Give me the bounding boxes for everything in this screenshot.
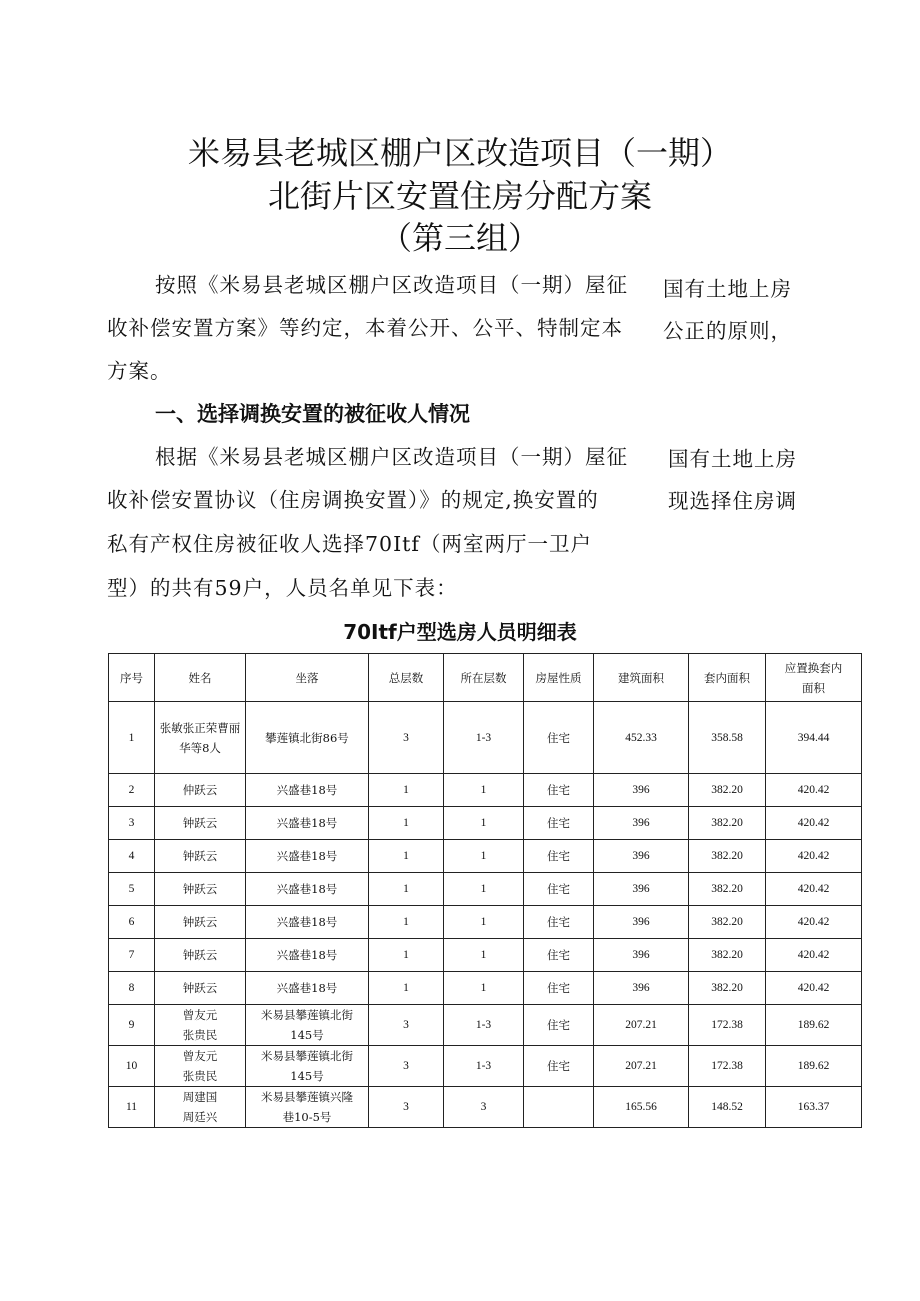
document-title-line1: 米易县老城区棚户区改造项目（一期） [187, 134, 732, 172]
cell-location-text: 兴盛巷18号 [276, 849, 338, 863]
cell-total-floors-text: 1 [403, 850, 409, 862]
cell-name [155, 774, 246, 807]
cell-building-area-text: 396 [632, 949, 650, 961]
cell-building-area-text: 396 [632, 982, 650, 994]
paragraph1-line2-side: 公正的原则， [663, 319, 792, 343]
cell-seq-text: 4 [128, 850, 135, 862]
cell-name-text: 钟跃云 [182, 948, 218, 962]
cell-location [246, 939, 369, 972]
cell-inner-area-text: 382.20 [711, 817, 743, 829]
cell-inner-area [689, 807, 766, 840]
resident-table [108, 653, 862, 1128]
cell-nature-text: 住宅 [547, 981, 570, 995]
cell-name-text: 钟跃云 [182, 981, 218, 995]
cell-total-floors [369, 873, 444, 906]
cell-total-floors [369, 906, 444, 939]
paragraph1-line1: 按照《米易县老城区棚户区改造项目（一期）屋征 [155, 273, 628, 297]
cell-floor-text: 1 [480, 982, 487, 994]
table-row [109, 774, 862, 807]
cell-building-area [594, 972, 689, 1005]
cell-inner-area [689, 972, 766, 1005]
section-heading: 一、选择调换安置的被征收人情况 [155, 402, 470, 426]
cell-name-line2: 张贵民 [182, 1028, 218, 1042]
cell-floor-text: 1 [480, 916, 487, 928]
cell-seq [109, 873, 155, 906]
table-row [109, 906, 862, 939]
cell-name-line1: 曾友元 [182, 1049, 218, 1063]
cell-building-area [594, 807, 689, 840]
cell-floor-text: 1-3 [475, 1060, 492, 1072]
cell-exchange-area [766, 906, 862, 939]
table-row [109, 807, 862, 840]
cell-location-text: 兴盛巷18号 [276, 948, 338, 962]
cell-building-area-text: 396 [632, 784, 650, 796]
cell-building-area [594, 939, 689, 972]
cell-nature-text: 住宅 [547, 882, 570, 896]
cell-building-area [594, 840, 689, 873]
cell-floor [444, 1087, 524, 1128]
cell-name [155, 807, 246, 840]
cell-building-area-text: 396 [632, 850, 650, 862]
cell-exchange-area [766, 807, 862, 840]
cell-building-area-text: 396 [632, 883, 650, 895]
table-row [109, 1087, 862, 1128]
cell-exchange-area [766, 1005, 862, 1046]
cell-floor [444, 840, 524, 873]
cell-building-area-text: 396 [632, 817, 650, 829]
table-row [109, 1005, 862, 1046]
paragraph1-line2: 收补偿安置方案》等约定，本着公开、公平、特制定本 [107, 316, 623, 340]
cell-total-floors-text: 3 [403, 1101, 409, 1113]
cell-seq-text: 10 [125, 1060, 138, 1072]
cell-nature [524, 873, 594, 906]
cell-name [155, 972, 246, 1005]
cell-seq-text: 6 [128, 916, 135, 928]
cell-exchange-area-text: 420.42 [797, 916, 830, 928]
cell-exchange-area-text: 189.62 [797, 1019, 830, 1031]
cell-location-line1: 米易县攀莲镇北街 [261, 1049, 353, 1063]
table-row [109, 702, 862, 774]
cell-floor-text: 1-3 [475, 731, 492, 744]
cell-total-floors [369, 807, 444, 840]
cell-seq [109, 906, 155, 939]
cell-total-floors [369, 1005, 444, 1046]
cell-building-area [594, 774, 689, 807]
header-seq: 序号 [109, 654, 155, 702]
cell-floor-text: 1 [480, 784, 487, 796]
cell-inner-area [689, 939, 766, 972]
cell-nature-text: 住宅 [547, 1018, 570, 1032]
cell-name [155, 702, 246, 774]
cell-building-area [594, 1046, 689, 1087]
cell-seq-text: 9 [128, 1019, 135, 1031]
cell-seq-text: 8 [128, 982, 135, 994]
cell-nature [524, 972, 594, 1005]
cell-exchange-area [766, 873, 862, 906]
cell-inner-area [689, 906, 766, 939]
cell-exchange-area [766, 972, 862, 1005]
cell-floor [444, 807, 524, 840]
cell-inner-area [689, 1005, 766, 1046]
cell-location [246, 807, 369, 840]
cell-inner-area-text: 358.58 [711, 731, 743, 744]
cell-location [246, 906, 369, 939]
cell-total-floors [369, 1046, 444, 1087]
cell-location-line2: 145号 [290, 1028, 324, 1042]
cell-nature [524, 939, 594, 972]
cell-floor-text: 1 [480, 817, 487, 829]
paragraph2-line1: 根据《米易县老城区棚户区改造项目（一期）屋征 [155, 445, 628, 469]
cell-inner-area-text: 382.20 [711, 850, 743, 862]
cell-floor [444, 873, 524, 906]
cell-total-floors-text: 3 [403, 1060, 409, 1072]
cell-nature-text: 住宅 [547, 816, 570, 830]
cell-exchange-area [766, 840, 862, 873]
paragraph1-line3: 方案。 [107, 359, 172, 383]
cell-exchange-area-text: 163.37 [797, 1101, 830, 1113]
cell-building-area-text: 396 [632, 916, 650, 928]
header-building-area: 建筑面积 [594, 654, 689, 702]
table-row [109, 840, 862, 873]
cell-seq-text: 1 [128, 731, 135, 744]
cell-exchange-area-text: 420.42 [797, 949, 830, 961]
cell-name-line1: 张敏张正荣曹丽 [159, 720, 241, 735]
cell-inner-area-text: 382.20 [711, 883, 743, 895]
table-row [109, 939, 862, 972]
cell-inner-area [689, 873, 766, 906]
cell-building-area [594, 1087, 689, 1128]
cell-nature-text: 住宅 [547, 730, 570, 745]
cell-location-text: 兴盛巷18号 [276, 981, 338, 995]
cell-location-text: 兴盛巷18号 [276, 816, 338, 830]
cell-seq [109, 807, 155, 840]
cell-floor-text: 1 [480, 850, 487, 862]
cell-inner-area-text: 148.52 [711, 1101, 743, 1113]
cell-exchange-area [766, 702, 862, 774]
header-floor: 所在层数 [444, 654, 524, 702]
cell-seq-text: 5 [128, 883, 135, 895]
cell-location [246, 840, 369, 873]
cell-building-area-text: 165.56 [625, 1101, 657, 1113]
table-row [109, 972, 862, 1005]
cell-floor [444, 702, 524, 774]
cell-location [246, 1046, 369, 1087]
cell-floor [444, 1046, 524, 1087]
cell-seq [109, 702, 155, 774]
cell-name [155, 1087, 246, 1128]
cell-exchange-area-text: 420.42 [797, 784, 830, 796]
cell-total-floors-text: 3 [403, 1019, 409, 1031]
cell-nature [524, 807, 594, 840]
cell-inner-area [689, 840, 766, 873]
cell-nature-text: 住宅 [547, 948, 570, 962]
cell-inner-area-text: 382.20 [711, 916, 743, 928]
cell-inner-area-text: 172.38 [711, 1019, 743, 1031]
header-total-floors: 总层数 [369, 654, 444, 702]
cell-name-line2: 周廷兴 [182, 1110, 218, 1124]
cell-total-floors [369, 972, 444, 1005]
paragraph2-line1-side: 国有土地上房 [668, 447, 797, 471]
cell-inner-area-text: 172.38 [711, 1060, 743, 1072]
header-exchange-area-line1: 应置换套内 [784, 660, 843, 675]
cell-name-line1: 周建国 [182, 1090, 218, 1104]
cell-exchange-area [766, 939, 862, 972]
cell-location [246, 873, 369, 906]
header-inner-area: 套内面积 [689, 654, 766, 702]
cell-location [246, 1005, 369, 1046]
cell-total-floors [369, 939, 444, 972]
cell-name [155, 1005, 246, 1046]
cell-location [246, 702, 369, 774]
table-row [109, 873, 862, 906]
paragraph2-line3: 私有产权住房被征收人选择70Itf（两室两厅一卫户 [107, 532, 593, 556]
cell-floor-text: 1 [480, 883, 487, 895]
cell-exchange-area-text: 189.62 [797, 1060, 830, 1072]
cell-location-line2: 145号 [290, 1069, 324, 1083]
cell-total-floors-text: 1 [403, 784, 409, 796]
cell-total-floors [369, 840, 444, 873]
cell-inner-area-text: 382.20 [711, 784, 743, 796]
cell-inner-area [689, 1087, 766, 1128]
table-caption: 70Itf户型选房人员明细表 [343, 620, 577, 644]
cell-location [246, 972, 369, 1005]
cell-nature-text: 住宅 [547, 1059, 570, 1073]
cell-seq [109, 1087, 155, 1128]
cell-nature [524, 906, 594, 939]
cell-total-floors-text: 1 [403, 982, 409, 994]
header-nature: 房屋性质 [524, 654, 594, 702]
cell-floor [444, 1005, 524, 1046]
cell-floor [444, 972, 524, 1005]
cell-name-text: 钟跃云 [182, 882, 218, 896]
cell-location [246, 774, 369, 807]
cell-total-floors-text: 3 [403, 731, 409, 744]
cell-exchange-area-text: 420.42 [797, 883, 830, 895]
cell-building-area-text: 207.21 [625, 1060, 657, 1072]
cell-floor [444, 774, 524, 807]
cell-exchange-area-text: 420.42 [797, 982, 830, 994]
cell-name [155, 840, 246, 873]
cell-name [155, 939, 246, 972]
cell-building-area-text: 452.33 [625, 731, 657, 744]
cell-name [155, 873, 246, 906]
document-title-line3: （第三组） [379, 219, 540, 257]
cell-exchange-area [766, 1087, 862, 1128]
cell-nature [524, 1005, 594, 1046]
cell-name [155, 906, 246, 939]
cell-location [246, 1087, 369, 1128]
cell-inner-area [689, 774, 766, 807]
cell-name-line1: 曾友元 [182, 1008, 218, 1022]
cell-floor-text: 1 [480, 949, 487, 961]
cell-name-text: 仲跃云 [182, 783, 218, 797]
cell-floor [444, 906, 524, 939]
table-header-row [109, 654, 862, 702]
cell-total-floors-text: 1 [403, 949, 409, 961]
cell-inner-area-text: 382.20 [711, 982, 743, 994]
cell-exchange-area-text: 420.42 [797, 817, 830, 829]
cell-floor-text: 1-3 [475, 1019, 492, 1031]
cell-seq-text: 3 [128, 817, 135, 829]
cell-nature [524, 840, 594, 873]
header-exchange-area [766, 654, 862, 702]
cell-seq [109, 1005, 155, 1046]
paragraph2-line2-side: 现选择住房调 [668, 489, 797, 513]
header-name: 姓名 [155, 654, 246, 702]
cell-name-line2: 张贵民 [182, 1069, 218, 1083]
cell-building-area [594, 702, 689, 774]
cell-location-text: 兴盛巷18号 [276, 783, 338, 797]
cell-location-line1: 米易县攀莲镇兴隆 [261, 1090, 353, 1104]
cell-seq [109, 774, 155, 807]
table-row [109, 1046, 862, 1087]
cell-nature [524, 702, 594, 774]
cell-inner-area-text: 382.20 [711, 949, 743, 961]
cell-seq [109, 939, 155, 972]
paragraph1-line1-side: 国有土地上房 [663, 277, 792, 301]
cell-location-line1: 米易县攀莲镇北街 [261, 1008, 353, 1022]
header-location: 坐落 [246, 654, 369, 702]
cell-floor [444, 939, 524, 972]
cell-seq-text: 2 [128, 784, 135, 796]
cell-nature-text: 住宅 [547, 915, 570, 929]
cell-building-area [594, 873, 689, 906]
cell-name-text: 钟跃云 [182, 816, 218, 830]
cell-name [155, 1046, 246, 1087]
cell-floor-text: 3 [480, 1101, 487, 1113]
cell-nature [524, 1046, 594, 1087]
cell-building-area [594, 906, 689, 939]
cell-building-area [594, 1005, 689, 1046]
cell-name-text: 钟跃云 [182, 849, 218, 863]
cell-location-line2: 巷10-5号 [282, 1110, 332, 1124]
cell-seq-text: 7 [128, 949, 135, 961]
cell-nature-text: 住宅 [547, 783, 570, 797]
cell-total-floors [369, 1087, 444, 1128]
paragraph2-line2: 收补偿安置协议（住房调换安置）》的规定,换安置的 [107, 488, 599, 512]
header-exchange-area-line2: 面积 [802, 680, 825, 695]
cell-nature [524, 774, 594, 807]
cell-seq [109, 840, 155, 873]
cell-total-floors [369, 702, 444, 774]
cell-exchange-area [766, 1046, 862, 1087]
document-title-line2: 北街片区安置住房分配方案 [267, 177, 652, 215]
cell-nature [524, 1087, 594, 1128]
cell-exchange-area-text: 420.42 [797, 850, 830, 862]
cell-inner-area [689, 702, 766, 774]
cell-name-line2: 华等8人 [179, 740, 221, 755]
cell-inner-area [689, 1046, 766, 1087]
cell-total-floors-text: 1 [403, 883, 409, 895]
cell-total-floors-text: 1 [403, 916, 409, 928]
cell-building-area-text: 207.21 [625, 1019, 657, 1031]
cell-name-text: 钟跃云 [182, 915, 218, 929]
cell-seq [109, 1046, 155, 1087]
cell-nature-text: 住宅 [547, 849, 570, 863]
cell-seq-text: 11 [125, 1101, 138, 1113]
cell-exchange-area [766, 774, 862, 807]
paragraph2-line4: 型）的共有59户，人员名单见下表： [107, 576, 458, 600]
cell-location-text: 攀莲镇北街86号 [265, 730, 349, 745]
cell-exchange-area-text: 394.44 [797, 731, 830, 744]
cell-location-text: 兴盛巷18号 [276, 915, 338, 929]
cell-total-floors [369, 774, 444, 807]
cell-total-floors-text: 1 [403, 817, 409, 829]
cell-seq [109, 972, 155, 1005]
cell-location-text: 兴盛巷18号 [276, 882, 338, 896]
